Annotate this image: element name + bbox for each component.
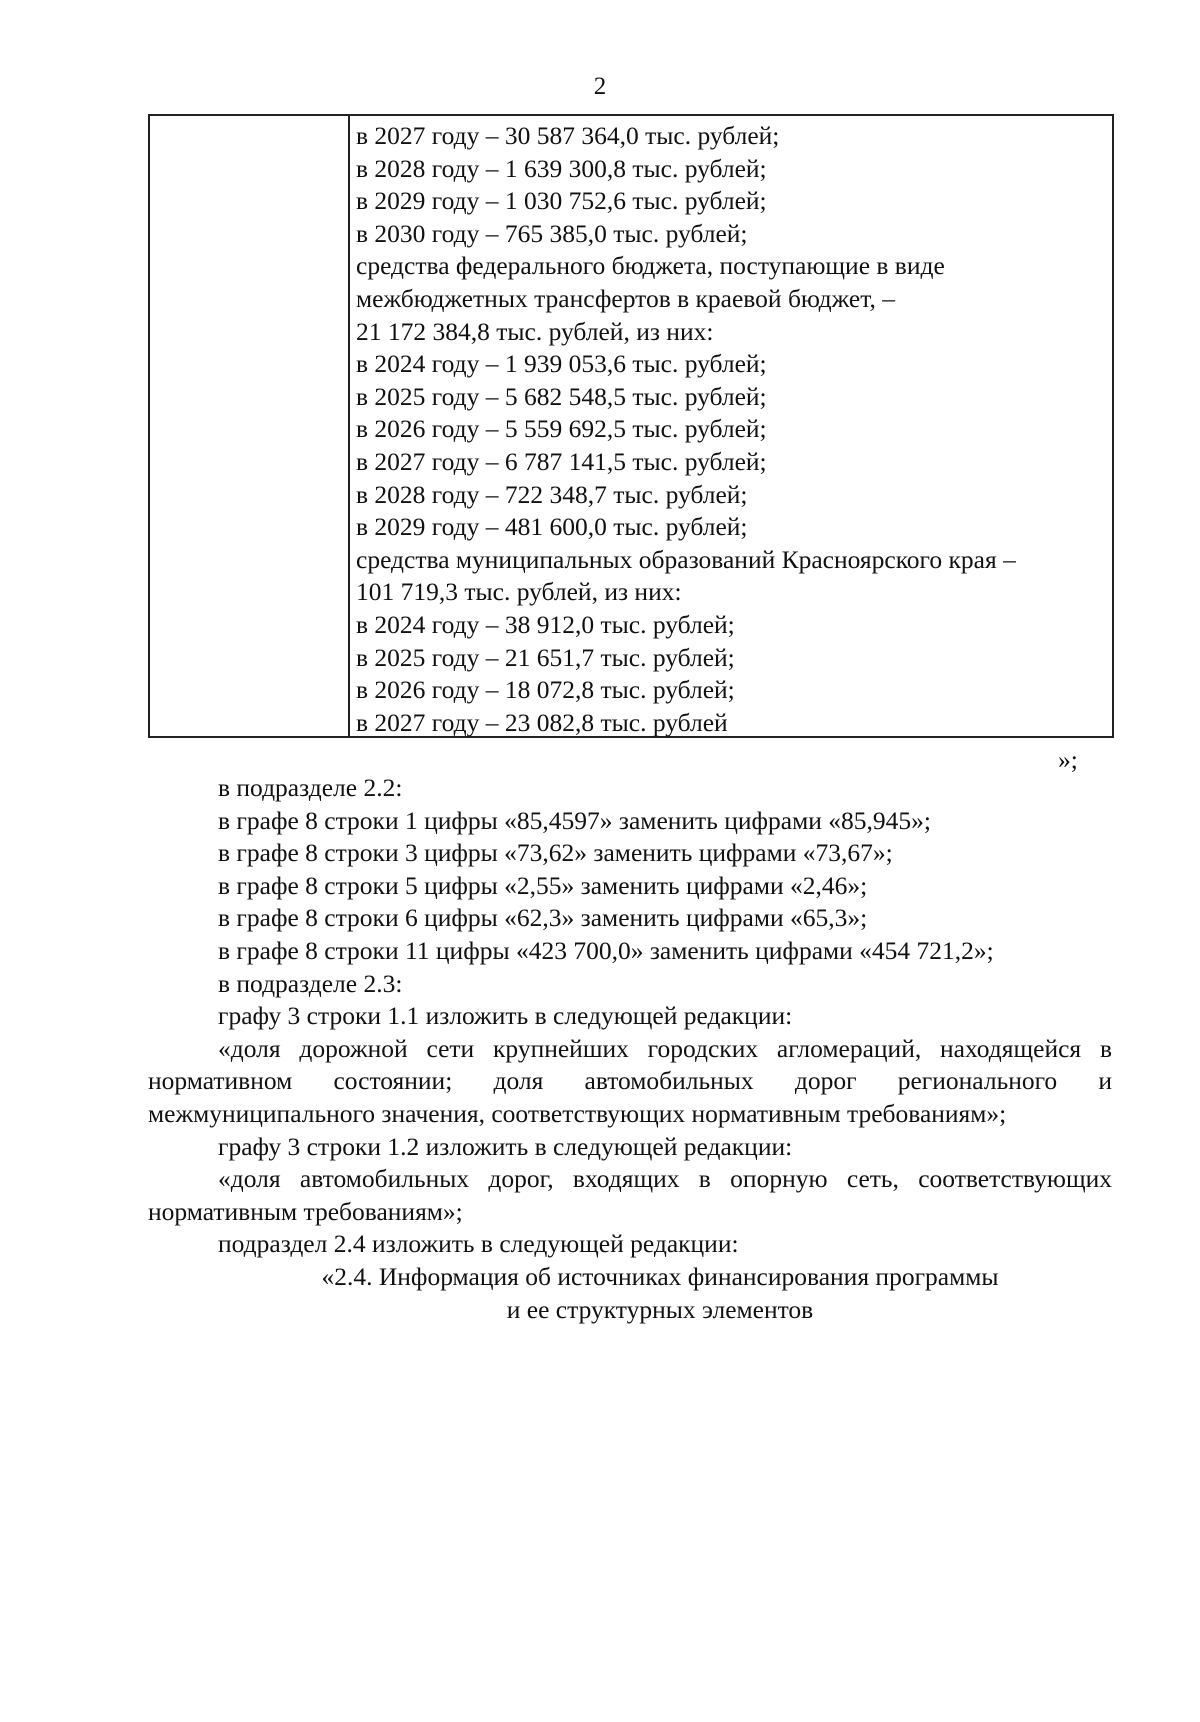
paragraph: в графе 8 строки 5 цифры «2,55» заменить цифрами «2,46»; — [218, 870, 868, 900]
table-column-divider — [348, 116, 350, 736]
paragraph: графу 3 строки 1.1 изложить в следующей редакции: — [218, 1001, 793, 1031]
paragraph: в подразделе 2.3: — [218, 968, 403, 998]
section-heading-line: и ее структурных элементов — [506, 1294, 814, 1324]
document-body — [148, 772, 1112, 1326]
table-line: средства муниципальных образований Красноярского края – — [356, 544, 1016, 574]
table-line: в 2026 году – 18 072,8 тыс. рублей; — [356, 675, 735, 705]
table-line: в 2028 году – 722 348,7 тыс. рублей; — [356, 479, 748, 509]
table-line: в 2024 году – 1 939 053,6 тыс. рублей; — [356, 349, 767, 379]
table-line: в 2025 году – 5 682 548,5 тыс. рублей; — [356, 381, 767, 411]
table-line: в 2029 году – 481 600,0 тыс. рублей; — [356, 512, 748, 542]
table-line: в 2024 году – 38 912,0 тыс. рублей; — [356, 609, 735, 639]
paragraph: в графе 8 строки 6 цифры «62,3» заменить цифрами «65,3»; — [218, 903, 868, 933]
closing-quote: »; — [1058, 745, 1078, 774]
table-line: в 2026 году – 5 559 692,5 тыс. рублей; — [356, 414, 767, 444]
table-line: в 2025 году – 21 651,7 тыс. рублей; — [356, 642, 735, 672]
paragraph: в графе 8 строки 11 цифры «423 700,0» заменить цифрами «454 721,2»; — [218, 935, 994, 965]
paragraph: подраздел 2.4 изложить в следующей редакции: — [218, 1229, 739, 1259]
paragraph: «доля автомобильных дорог, входящих в опорную сеть, соответствующих нормативным требованиям»; — [148, 1164, 1112, 1226]
table-line: средства федерального бюджета, поступающие в виде — [356, 251, 945, 281]
table-line: в 2030 году – 765 385,0 тыс. рублей; — [356, 218, 748, 248]
table-line: в 2027 году – 23 082,8 тыс. рублей — [356, 707, 728, 737]
table-line: межбюджетных трансфертов в краевой бюджет, – — [356, 283, 895, 313]
paragraph: «доля дорожной сети крупнейших городских агломераций, находящейся в нормативном состоянии; доля автомобильных дорог регионального и межмуниципального значения, соответствующих нормативным требованиям»; — [148, 1033, 1112, 1128]
table-line: в 2027 году – 6 787 141,5 тыс. рублей; — [356, 446, 767, 476]
paragraph: в графе 8 строки 1 цифры «85,4597» заменить цифрами «85,945»; — [218, 805, 931, 835]
paragraph: графу 3 строки 1.2 изложить в следующей редакции: — [218, 1131, 793, 1161]
paragraph: в подразделе 2.2: — [218, 773, 403, 802]
financing-table — [148, 114, 1114, 738]
table-line: 21 172 384,8 тыс. рублей, из них: — [356, 316, 714, 346]
table-cell-content — [356, 120, 1106, 739]
table-line: в 2028 году – 1 639 300,8 тыс. рублей; — [356, 153, 767, 183]
table-line: в 2029 году – 1 030 752,6 тыс. рублей; — [356, 186, 767, 216]
section-heading-line: «2.4. Информация об источниках финансирования программы — [321, 1261, 999, 1291]
table-line: 101 719,3 тыс. рублей, из них: — [356, 577, 682, 607]
page-number: 2 — [593, 73, 607, 100]
table-line: в 2027 году – 30 587 364,0 тыс. рублей; — [356, 121, 780, 150]
paragraph: в графе 8 строки 3 цифры «73,62» заменить цифрами «73,67»; — [218, 838, 893, 868]
